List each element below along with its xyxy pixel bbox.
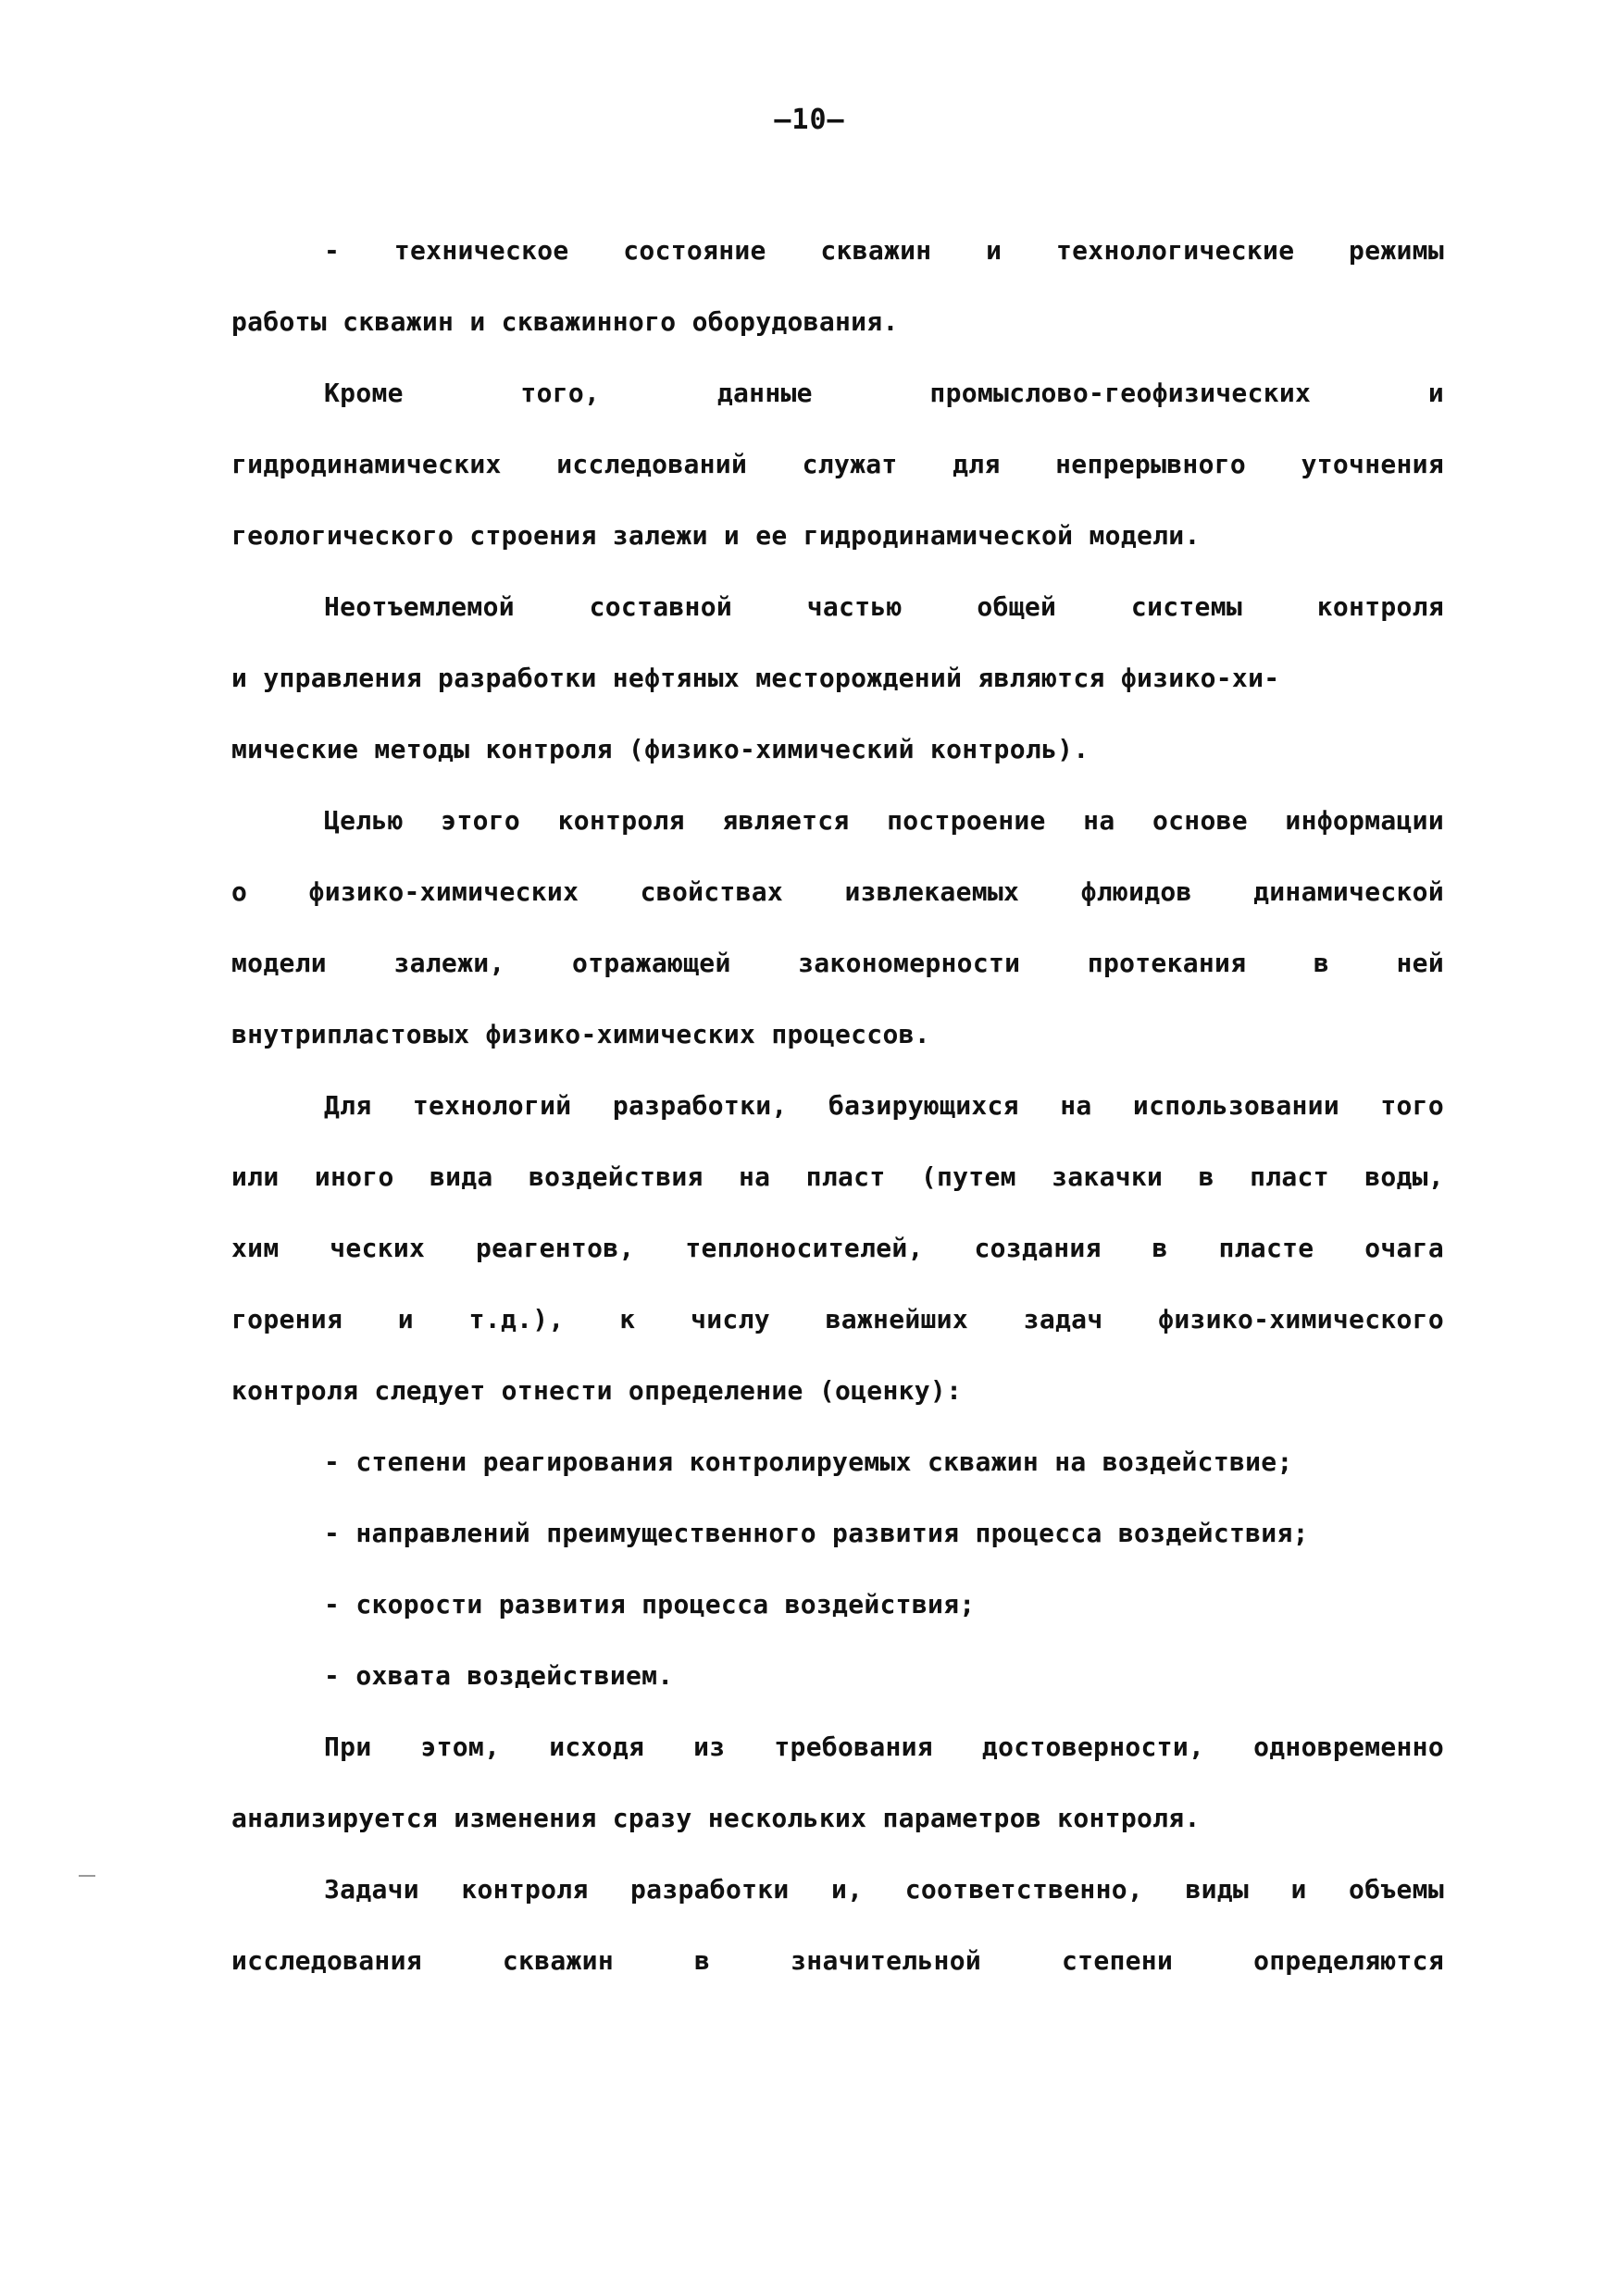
text-line: - степени реагирования контролируемых скважин на воздействие; — [324, 1446, 1293, 1477]
text-line: или иного вида воздействия на пласт (путем закачки в пласт воды, — [231, 1161, 1444, 1192]
text-line: Для технологий разработки, базирующихся на использовании того — [324, 1090, 1444, 1121]
text-line: Целью этого контроля является построение на основе информации — [324, 805, 1444, 836]
page-number: —10— — [774, 104, 845, 136]
text-line: контроля следует отнести определение (оценку): — [231, 1375, 963, 1406]
text-line: Неотъемлемой составной частью общей системы контроля — [324, 591, 1444, 622]
text-line: горения и т.д.), к числу важнейших задач физико-химического — [231, 1304, 1444, 1334]
text-line: анализируется изменения сразу нескольких параметров контроля. — [231, 1803, 1201, 1833]
text-line: о физико-химических свойствах извлекаемых флюидов динамической — [231, 876, 1444, 907]
text-line: работы скважин и скважинного оборудования. — [231, 306, 899, 337]
text-line: гидродинамических исследований служат для непрерывного уточнения — [231, 449, 1444, 479]
text-line: модели залежи, отражающей закономерности протекания в ней — [231, 948, 1444, 978]
body-text — [231, 227, 1444, 2008]
text-line: и управления разработки нефтяных месторождений являются физико-хи- — [231, 663, 1280, 693]
text-line: - охвата воздействием. — [324, 1660, 674, 1691]
text-line: - направлений преимущественного развития процесса воздействия; — [324, 1518, 1309, 1548]
text-line: внутрипластовых физико-химических процессов. — [231, 1019, 930, 1049]
text-line: мические методы контроля (физико-химический контроль). — [231, 734, 1090, 764]
margin-mark — [79, 1875, 95, 1877]
text-line: - техническое состояние скважин и технологические режимы — [324, 235, 1444, 266]
text-line: геологического строения залежи и ее гидродинамической модели. — [231, 520, 1201, 551]
text-line: хим ческих реагентов, теплоносителей, создания в пласте очага — [231, 1233, 1444, 1263]
text-line: При этом, исходя из требования достоверности, одновременно — [324, 1731, 1444, 1762]
text-line: исследования скважин в значительной степени определяются — [231, 1945, 1444, 1976]
text-line: Задачи контроля разработки и, соответственно, виды и объемы — [324, 1874, 1444, 1905]
text-line: Кроме того, данные промыслово-геофизических и — [324, 378, 1444, 408]
text-line: - скорости развития процесса воздействия; — [324, 1589, 976, 1620]
